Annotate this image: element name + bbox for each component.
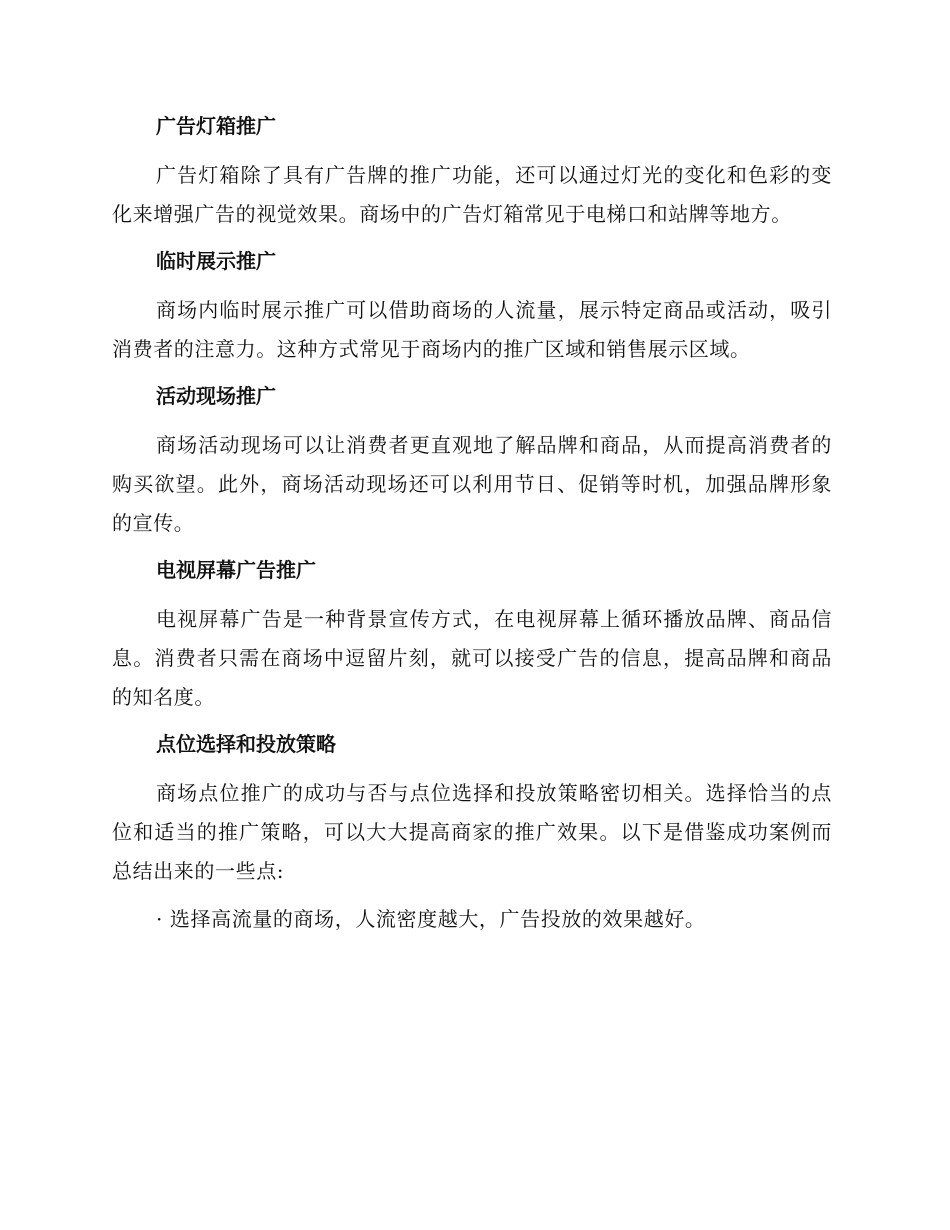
section-heading: 广告灯箱推广 bbox=[156, 114, 276, 138]
section-heading: 电视屏幕广告推广 bbox=[156, 558, 316, 582]
section-heading: 临时展示推广 bbox=[156, 249, 276, 273]
section-paragraph: 广告灯箱除了具有广告牌的推广功能，还可以通过灯光的变化和色彩的变化来增强广告的视觉效果。商场中的广告灯箱常见于电梯口和站牌等地方。 bbox=[112, 163, 832, 226]
document-content bbox=[112, 108, 832, 939]
bullet-item: · 选择高流量的商场，人流密度越大，广告投放的效果越好。 bbox=[156, 907, 706, 931]
section-heading: 活动现场推广 bbox=[156, 384, 276, 408]
section-paragraph: 电视屏幕广告是一种背景宣传方式，在电视屏幕上循环播放品牌、商品信息。消费者只需在商场中逗留片刻，就可以接受广告的信息，提高品牌和商品的知名度。 bbox=[112, 607, 832, 709]
section-heading: 点位选择和投放策略 bbox=[156, 732, 336, 756]
section-paragraph: 商场活动现场可以让消费者更直观地了解品牌和商品，从而提高消费者的购买欲望。此外，商场活动现场还可以利用节日、促销等时机，加强品牌形象的宣传。 bbox=[112, 433, 832, 535]
section-paragraph: 商场内临时展示推广可以借助商场的人流量，展示特定商品或活动，吸引消费者的注意力。这种方式常见于商场内的推广区域和销售展示区域。 bbox=[112, 298, 832, 361]
section-paragraph: 商场点位推广的成功与否与点位选择和投放策略密切相关。选择恰当的点位和适当的推广策略，可以大大提高商家的推广效果。以下是借鉴成功案例而总结出来的一些点: bbox=[112, 781, 832, 883]
